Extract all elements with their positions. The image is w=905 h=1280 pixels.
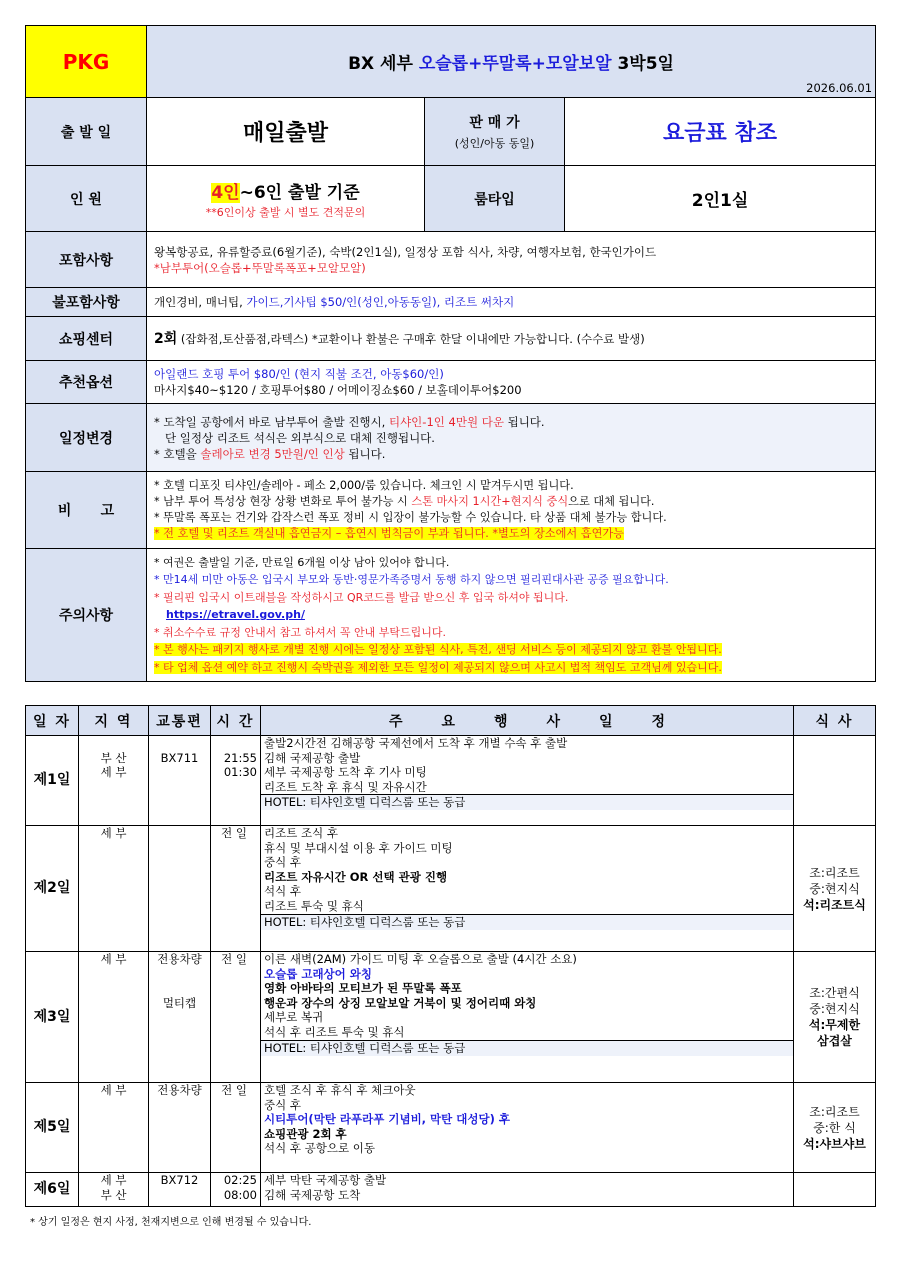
schedule-line: 김해 국제공항 출발 — [264, 750, 361, 765]
shopping-label: 쇼핑센터 — [26, 317, 147, 361]
title-prefix: BX 세부 — [348, 54, 419, 74]
day-time: 전 일 — [211, 826, 261, 952]
schedule-line: 행운과 장수의 상징 모알보알 거북이 및 정어리때 와칭 — [264, 995, 537, 1010]
sch-line3b: 솔레아로 변경 5만원/인 인상 — [200, 446, 345, 461]
shopping-detail: (잡화점,토산품점,라텍스) *교환이나 환불은 구매후 한달 이내에만 가능합니다. (수수료 발생) — [177, 331, 645, 346]
day-meal — [794, 826, 876, 952]
itinerary-footnote: * 상기 일정은 현지 사정, 천재지변으로 인해 변경될 수 있습니다. — [30, 1217, 312, 1228]
departure-label: 출 발 일 — [26, 98, 147, 166]
room-label: 룸타입 — [425, 166, 565, 232]
excluded-general: 개인경비, 매너팁, — [154, 295, 247, 309]
schedule-line: 세부로 복귀 — [264, 1010, 324, 1025]
caution-line: * 여권은 출발일 기준, 만료일 6개월 이상 남아 있어야 합니다. — [154, 555, 450, 569]
pax-value — [147, 166, 425, 232]
day-schedule — [261, 952, 794, 1083]
remarks-line: * 남부 투어 특성상 현장 상황 변화로 투어 불가능 시 — [154, 495, 412, 508]
remarks-line: * 뚜말록 폭포는 건기와 갑작스런 폭포 정비 시 입장이 불가능할 수 있습니다. 타 상품 대체 불가능 합니다. — [154, 511, 667, 524]
included-tour: *남부투어(오슬롭+뚜말록폭포+모알모알) — [154, 260, 366, 275]
itinerary-row — [26, 826, 876, 952]
caution-line: * 만14세 미만 아동은 입국시 부모와 동반·영문가족증명서 동행 하지 않으면 필리핀대사관 공증 필요합니다. — [154, 573, 669, 587]
departure-value: 매일출발 — [147, 98, 425, 166]
day-schedule — [261, 736, 794, 826]
schedule-line: 오슬롭 고래상어 와칭 — [264, 966, 372, 981]
schedule-line: 세부 막탄 국제공항 출발 — [264, 1173, 387, 1187]
itinerary-row — [26, 952, 876, 1083]
header-region: 지 역 — [79, 706, 149, 736]
included-line: 왕복항공료, 유류할증료(6월기준), 숙박(2인1실), 일정상 포함 식사, 차량, 여행자보험, 한국인가이드 — [154, 244, 657, 259]
day-transport — [149, 826, 211, 952]
schedule-line: 영화 아바타의 모티브가 된 뚜말록 폭포 — [264, 981, 462, 996]
etravel-link[interactable]: https://etravel.gov.ph/ — [166, 608, 305, 622]
caution-content — [147, 549, 876, 682]
remarks-smoking: * 전 호텔 및 리조트 객실내 흡연금지 – 흡연시 범칙금이 부과 됩니다. — [154, 527, 493, 540]
day-label: 제1일 — [26, 736, 79, 826]
remarks-line: * 호텔 디포짓 티샤인/솔레아 - 페소 2,000/룸 있습니다. 체크인 시 맡겨두시면 됩니다. — [154, 479, 574, 492]
options-hopping: 아일랜드 호핑 투어 $80/인 (현지 직불 조건, 아동$60/인) — [154, 367, 444, 381]
schedule-line: 리조트 조식 후 — [264, 826, 338, 840]
day-time: 21:55 01:30 — [211, 736, 261, 826]
day-label: 제6일 — [26, 1173, 79, 1207]
pax-label: 인 원 — [26, 166, 147, 232]
options-list: 마사지$40~$120 / 호핑투어$80 / 어메이징쇼$60 / 보홀데이투어$200 — [154, 383, 522, 397]
hotel-line: HOTEL: 티샤인호텔 디럭스룸 또는 동급 — [261, 1040, 793, 1056]
caution-line: * 본 행사는 패키지 행사로 개별 진행 시에는 일정상 포함된 식사, 특전, 샌딩 서비스 등이 제공되지 않고 환불 안됩니다. — [154, 643, 722, 657]
pkg-badge: PKG — [26, 26, 147, 98]
day-region: 부 산 세 부 — [79, 736, 149, 826]
schedule-line: 석식 후 리조트 투숙 및 휴식 — [264, 1024, 405, 1039]
meal-breakfast: 조:리조트 — [809, 865, 860, 880]
excluded-tips: 가이드,기사팁 $50/인(성인,아동동일), 리조트 써차지 — [246, 295, 515, 309]
schedule-line: 쇼핑관광 2회 후 — [264, 1126, 347, 1141]
day-schedule — [261, 1173, 794, 1207]
day-schedule — [261, 826, 794, 952]
included-label: 포함사항 — [26, 232, 147, 288]
day-meal — [794, 736, 876, 826]
meal-lunch: 중:현지식 — [809, 881, 860, 896]
itinerary-row — [26, 736, 876, 826]
remarks-label: 비 고 — [26, 472, 147, 549]
meal-dinner: 석:샤브샤브 — [803, 1136, 866, 1151]
itinerary-row — [26, 1083, 876, 1173]
room-value: 2인1실 — [565, 166, 876, 232]
options-content — [147, 361, 876, 404]
sch-line1a: * 도착일 공항에서 바로 남부투어 출발 진행시, — [154, 414, 389, 429]
meal-lunch: 중:한 식 — [813, 1120, 856, 1135]
options-label: 추천옵션 — [26, 361, 147, 404]
price-label — [425, 98, 565, 166]
caution-line: * 타 업체 옵션 예약 하고 진행시 숙박권을 제외한 모든 일정이 제공되지 않으며 사고시 법적 책임도 고객님께 있습니다. — [154, 660, 722, 674]
day-time: 전 일 — [211, 952, 261, 1083]
included-content — [147, 232, 876, 288]
day-meal — [794, 1083, 876, 1173]
schedule-line: 시티투어(막탄 라푸라푸 기념비, 막탄 대성당) 후 — [264, 1112, 510, 1127]
day-region: 세 부 — [79, 952, 149, 1083]
day-region: 세 부 부 산 — [79, 1173, 149, 1207]
product-title — [147, 26, 876, 98]
day-region: 세 부 — [79, 1083, 149, 1173]
title-route: 오슬롭+뚜말록+모알보알 — [418, 54, 612, 74]
schedule-line: 세부 국제공항 도착 후 기사 미팅 — [264, 765, 427, 780]
schedule-line: 김해 국제공항 도착 — [264, 1187, 361, 1202]
remarks-smoking-area: *별도의 장소에서 흡연가능 — [492, 527, 624, 540]
schedule-line: 리조트 도착 후 휴식 및 자유시간 — [264, 779, 427, 794]
day-time: 전 일 — [211, 1083, 261, 1173]
price-value: 요금표 참조 — [565, 98, 876, 166]
schedule-line: 중식 후 — [264, 855, 301, 870]
document-date: 2026.06.01 — [806, 81, 873, 95]
schedule-line: 이른 새벽(2AM) 가이드 미팅 후 오슬롭으로 출발 (4시간 소요) — [264, 952, 577, 966]
itinerary-row — [26, 1173, 876, 1207]
caution-line: * 필리핀 입국시 이트래블을 작성하시고 QR코드를 발급 받으신 후 입국 하셔야 됩니다. — [154, 590, 569, 604]
schedule-line: 리조트 자유시간 OR 선택 관광 진행 — [264, 869, 448, 884]
caution-line: * 취소수수료 규정 안내서 참고 하셔서 꼭 안내 부탁드립니다. — [154, 625, 446, 639]
price-label-text: 판 매 가 — [469, 115, 520, 131]
meal-lunch: 중:현지식 — [809, 1002, 860, 1016]
day-label: 제3일 — [26, 952, 79, 1083]
sch-line3c: 됩니다. — [344, 446, 386, 461]
sch-line3a: * 호텔을 — [154, 446, 201, 461]
remarks-line: 으로 대체 됩니다. — [568, 495, 655, 508]
meal-breakfast: 조:리조트 — [809, 1104, 860, 1119]
schedule-change-label: 일정변경 — [26, 404, 147, 472]
excluded-label: 불포함사항 — [26, 288, 147, 317]
header-schedule: 주 요 행 사 일 정 — [261, 706, 794, 736]
shopping-count: 2회 — [154, 330, 178, 347]
day-meal — [794, 952, 876, 1083]
schedule-line: 호텔 조식 후 휴식 후 체크아웃 — [264, 1083, 416, 1097]
day-transport: BX711 — [149, 736, 211, 826]
header-day: 일 자 — [26, 706, 79, 736]
pax-range: ~6인 출발 기준 — [239, 182, 360, 203]
day-label: 제2일 — [26, 826, 79, 952]
day-schedule — [261, 1083, 794, 1173]
header-meal: 식 사 — [794, 706, 876, 736]
schedule-line: 리조트 투숙 및 휴식 — [264, 898, 364, 913]
day-region: 세 부 — [79, 826, 149, 952]
hotel-line: HOTEL: 티샤인호텔 디럭스룸 또는 동급 — [261, 914, 793, 930]
schedule-change-content — [147, 404, 876, 472]
price-sublabel: (성인/아동 동일) — [454, 137, 535, 150]
title-duration: 3박5일 — [611, 54, 674, 74]
day-transport: BX712 — [149, 1173, 211, 1207]
day-transport: 전용차량 멀티캡 — [149, 952, 211, 1083]
itinerary-table — [25, 705, 876, 1207]
day-meal — [794, 1173, 876, 1207]
meal-dinner: 석:리조트식 — [803, 897, 866, 912]
pax-note: **6인이상 출발 시 별도 견적문의 — [205, 205, 366, 219]
schedule-line: 출발2시간전 김해공항 국제선에서 도착 후 개별 수속 후 출발 — [264, 736, 568, 750]
schedule-line: 휴식 및 부대시설 이용 후 가이드 미팅 — [264, 840, 453, 855]
meal-dinner-detail: 삼겹살 — [817, 1034, 852, 1048]
summary-table — [25, 25, 876, 682]
day-label: 제5일 — [26, 1083, 79, 1173]
meal-dinner: 석:무제한 — [808, 1018, 861, 1032]
sch-line1c: 됩니다. — [503, 414, 545, 429]
day-transport: 전용차량 — [149, 1083, 211, 1173]
header-time: 시 간 — [211, 706, 261, 736]
sch-line2: 단 일정상 리조트 석식은 외부식으로 대체 진행됩니다. — [154, 430, 435, 445]
excluded-content — [147, 288, 876, 317]
day-time: 02:25 08:00 — [211, 1173, 261, 1207]
header-transport: 교통편 — [149, 706, 211, 736]
schedule-line: 석식 후 공항으로 이동 — [264, 1141, 375, 1156]
schedule-line: 중식 후 — [264, 1097, 301, 1112]
shopping-content — [147, 317, 876, 361]
sch-line1b: 티샤인-1인 4만원 다운 — [388, 414, 504, 429]
meal-breakfast: 조:간편식 — [809, 986, 860, 1000]
remarks-substitute: 스톤 마사지 1시간+현지식 중식 — [411, 495, 569, 508]
caution-label: 주의사항 — [26, 549, 147, 682]
remarks-content — [147, 472, 876, 549]
hotel-line: HOTEL: 티샤인호텔 디럭스룸 또는 동급 — [261, 794, 793, 810]
pax-min: 4인 — [211, 182, 240, 203]
schedule-line: 석식 후 — [264, 884, 301, 899]
